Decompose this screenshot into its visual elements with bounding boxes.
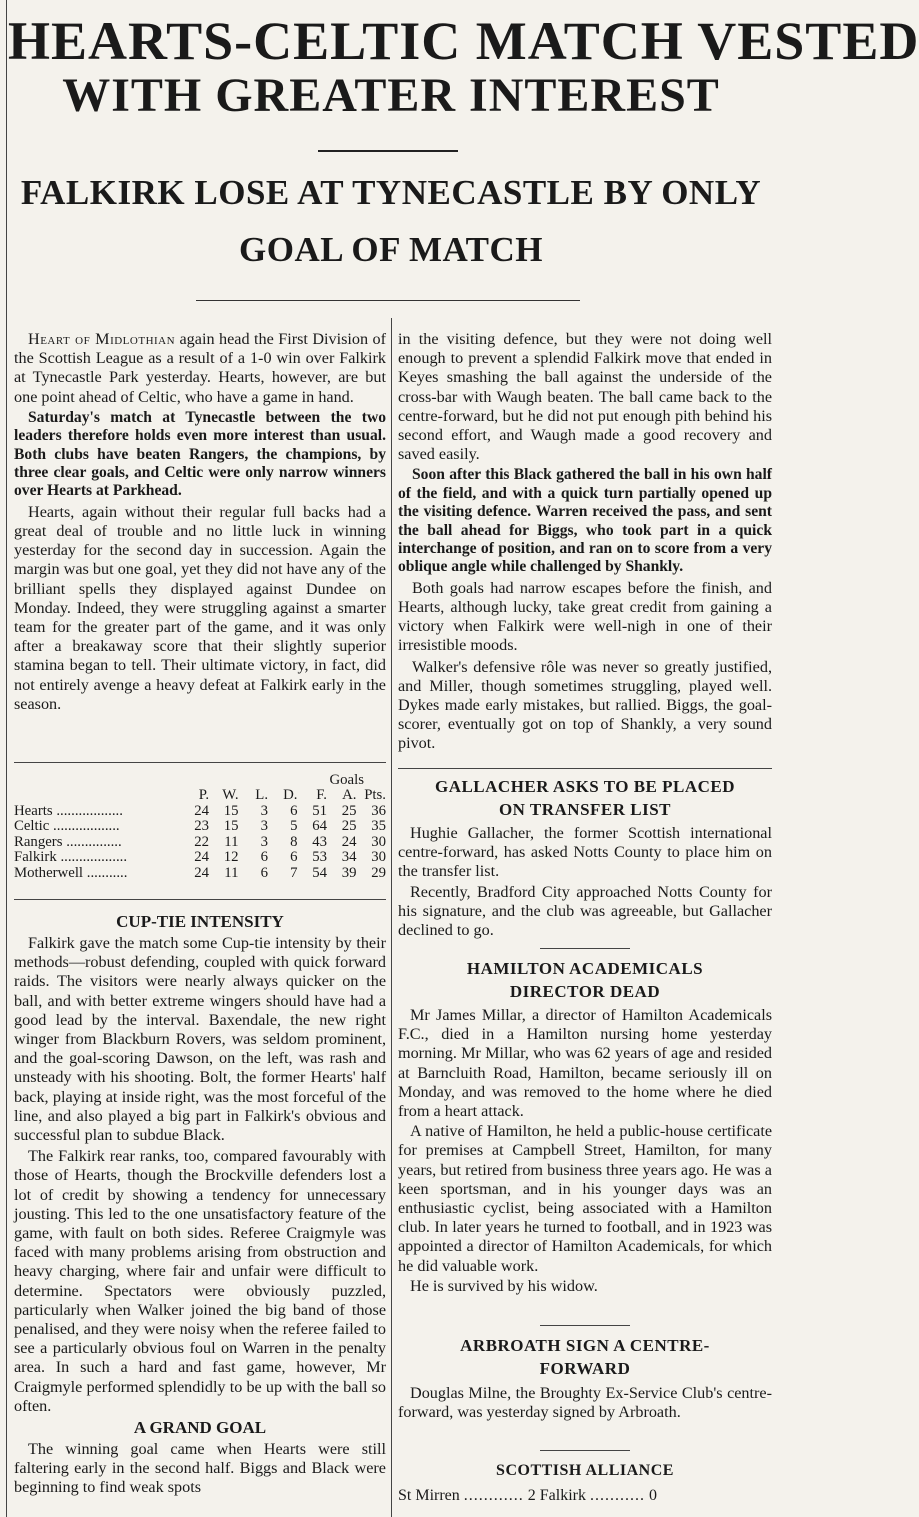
table-row	[14, 804, 386, 820]
table-header-row	[14, 788, 386, 804]
right-para-3: Walker's defensive rôle was never so greatly justified, and Miller, though sometimes struggling, played well. Dykes made early mistakes, but rallied. Biggs, the goal-scorer, eventually got on top of Shankly, a very sound pivot.	[398, 657, 772, 753]
cell: 11	[224, 864, 239, 881]
cell: 6	[260, 864, 269, 881]
cell: 15	[223, 818, 239, 834]
hamilton-body	[398, 1006, 772, 1297]
cell: 5	[290, 818, 298, 834]
right-para-2: Both goals had narrow escapes before the finish, and Hearts, although lucky, take great credit from gaining a victory when Falkirk were well-nigh in one of their irresistible moods.	[398, 578, 772, 655]
headline-line-2: WITH GREATER INTEREST	[62, 69, 720, 122]
column-divider	[391, 318, 392, 1517]
leader-dots: ..................	[53, 818, 120, 834]
col-header: W.	[222, 787, 239, 803]
away-score: 0	[649, 1487, 657, 1504]
cell: 6	[290, 849, 298, 865]
cell: 25	[341, 818, 357, 834]
cell: 35	[371, 818, 386, 834]
alliance-top-rule	[540, 1450, 630, 1451]
team-name: Rangers	[14, 833, 63, 850]
leader-dots: ..................	[60, 849, 128, 865]
gallacher-top-rule	[398, 768, 772, 769]
arbroath-top-rule	[540, 1325, 630, 1326]
gallacher-heading-2: ON TRANSFER LIST	[498, 800, 672, 819]
gallacher-heading-1: GALLACHER ASKS TO BE PLACED	[434, 777, 736, 796]
lead-smallcaps: Heart of Midlothian	[28, 330, 176, 348]
away-team: Falkirk	[539, 1487, 586, 1504]
hamilton-heading-1: HAMILTON ACADEMICALS	[466, 959, 704, 978]
table-top-rule	[14, 762, 386, 763]
cup-tie-para-1: Falkirk gave the match some Cup-tie intensity by their methods—robust defending, coupled with quick forward raids. The visitors were nearly always quicker on the ball, and with better extreme wingers should have had a good lead by the interval. Baxendale, the new right winger from Blackburn Rovers, was seldom prominent, and the goal-scoring Dawson, on the left, was rash and unsteady with his shooting. Bolt, the former Hearts' half back, playing at inside right, was the most forceful of the line, and also played a big part in Falkirk's obvious and successful plan to subdue Black.	[14, 934, 386, 1145]
arbroath-body	[398, 1384, 772, 1423]
subheadline-divider	[196, 300, 580, 301]
team-name: Motherwell	[14, 864, 84, 881]
lead-rest: again head the First Division of the Scottish League as a result of a 1-0 win over Falkirk at Tynecastle Park yesterday. Hearts, however, are but one point ahead of Celtic, who have a game in hand.	[14, 330, 386, 406]
leader-dots: ..................	[56, 802, 123, 819]
leader-dots: ...........	[590, 1487, 645, 1504]
headline-divider	[318, 150, 458, 152]
col-header: A.	[342, 787, 357, 803]
cell: 24	[341, 833, 357, 850]
subheadline-line-2: GOAL OF MATCH	[239, 230, 543, 269]
table-row	[14, 835, 386, 851]
cell: 6	[290, 802, 298, 819]
goals-header: Goals	[329, 772, 364, 788]
cell: 30	[371, 833, 386, 850]
paragraph-3: Hearts, again without their regular full backs had a great deal of trouble and no little luck in winning yesterday for the second day in succession. Again the margin was but one goal, yet they did not have any of the brilliant spells they displayed against Dundee on Monday. Indeed, they were struggling against a smarter team for the greater part of the game, and it was only after a breakaway score that their slightly superior stamina began to tell. Their ultimate victory, in fact, did not entirely avenge a heavy defeat at Falkirk early in the season.	[14, 502, 386, 713]
arbroath-heading-2: FORWARD	[539, 1359, 631, 1378]
cell: 36	[371, 802, 386, 819]
cell: 43	[312, 833, 327, 850]
hamilton-top-rule	[540, 948, 630, 949]
leader-dots: ...........	[86, 864, 128, 881]
cell: 15	[223, 802, 239, 819]
cell: 39	[341, 864, 357, 881]
arbroath-heading-1: ARBROATH SIGN A CENTRE-	[460, 1336, 710, 1355]
cell: 12	[223, 849, 239, 865]
leader-dots: ...............	[66, 833, 122, 850]
team-name: Falkirk	[14, 849, 57, 865]
col-header: P.	[198, 787, 210, 803]
gallacher-para-1: Hughie Gallacher, the former Scottish international centre-forward, has asked Notts County to place him on the transfer list.	[398, 824, 772, 881]
hamilton-para-1: Mr James Millar, a director of Hamilton Academicals F.C., died in a Hamilton nursing home yesterday morning. Mr Millar, who was 62 years of age and resided at Barncluith Road, Hamilton, became seriously ill on Monday, and was removed to the home where he died from a heart attack.	[398, 1006, 772, 1121]
bold-paragraph: Saturday's match at Tynecastle between the two leaders therefore holds even more interest than usual. Both clubs have beaten Rangers, the champions, by three clear goals, and Celtic were only narrow winners over Hearts at Parkhead.	[14, 408, 386, 500]
grand-goal-heading: A GRAND GOAL	[133, 1418, 267, 1438]
cell: 6	[260, 849, 269, 865]
table-row	[14, 866, 386, 882]
cell: 11	[224, 833, 239, 850]
league-table	[14, 773, 386, 881]
headline-line-1: HEARTS-CELTIC MATCH VESTED	[8, 11, 919, 71]
cell: 22	[194, 833, 210, 850]
col-header: F.	[316, 787, 327, 803]
home-team: St Mirren	[398, 1487, 460, 1504]
cell: 53	[312, 849, 327, 865]
cell: 24	[194, 849, 210, 865]
alliance-heading: SCOTTISH ALLIANCE	[496, 1462, 674, 1479]
cell: 8	[290, 833, 298, 850]
lead-paragraph	[14, 330, 386, 407]
col-header: D.	[283, 787, 298, 803]
right-para-1: in the visiting defence, but they were not doing well enough to prevent a splendid Falkirk move that ended in Keyes smashing the ball against the underside of the cross-bar with Waugh beaten. The ball came back to the centre-forward, but he did not put enough pith behind his second effort, and Waugh made a good recovery and saved easily.	[398, 330, 772, 464]
cell: 3	[260, 833, 269, 850]
cup-tie-para-2: The Falkirk rear ranks, too, compared favourably with those of Hearts, though the Brockville defenders lost a lot of credit by showing a tendency for unnecessary jousting. This led to the one unsatisfactory feature of the game, with fault on both sides. Referee Craigmyle was faced with many problems arising from obstruction and heavy charging, where fair and unfair were difficult to determine. Spectators were obviously puzzled, particularly when Walker joined the big band of those penalised, and they were noisy when the referee failed to see a particularly obvious foul on Warren in the penalty area. In such a hard and fast game, however, Mr Craigmyle performed splendidly to be up with the ball so often.	[14, 1147, 386, 1415]
cell: 7	[290, 864, 298, 881]
alliance-result	[398, 1487, 772, 1505]
cell: 25	[341, 802, 357, 819]
table-row	[14, 850, 386, 866]
leader-dots: ............	[463, 1487, 524, 1504]
arbroath-para-1: Douglas Milne, the Broughty Ex-Service Club's centre-forward, was yesterday signed by Arbroath.	[398, 1384, 772, 1422]
gallacher-body	[398, 824, 772, 941]
cell: 34	[341, 849, 357, 865]
col-header: L.	[255, 787, 269, 803]
gallacher-para-2: Recently, Bradford City approached Notts County for his signature, and the club was agreeable, but Gallacher declined to go.	[398, 882, 772, 940]
grand-goal-para: The winning goal came when Hearts were still faltering early in the second half. Biggs and Black were beginning to find weak spots	[14, 1440, 386, 1497]
cell: 23	[194, 818, 210, 834]
cell: 64	[312, 818, 327, 834]
cell: 51	[312, 802, 327, 819]
hamilton-para-2: A native of Hamilton, he held a public-house certificate for premises at Campbell Street, Hamilton, for many years, but retired from business three years ago. He was a keen sportsman, and in his younger days was an enthusiastic cyclist, being associated with a Hamilton club. In later years he turned to football, and in 1923 was appointed a director of Hamilton Academicals, for which he did valuable work.	[398, 1122, 772, 1275]
cup-tie-heading: CUP-TIE INTENSITY	[116, 912, 284, 931]
hamilton-para-3: He is survived by his widow.	[410, 1276, 598, 1295]
col-header: Pts.	[364, 787, 386, 803]
table-bottom-rule	[14, 899, 386, 900]
table-row	[14, 819, 386, 835]
cell: 3	[260, 802, 269, 819]
subheadline-line-1: FALKIRK LOSE AT TYNECASTLE BY ONLY	[20, 173, 762, 212]
team-name: Celtic	[14, 818, 50, 834]
left-border	[6, 0, 7, 1517]
cell: 3	[260, 818, 269, 834]
cell: 30	[371, 849, 386, 865]
team-name: Hearts	[14, 802, 53, 819]
article-left-lower	[14, 912, 386, 1500]
cell: 54	[312, 864, 327, 881]
hamilton-heading-2: DIRECTOR DEAD	[509, 982, 661, 1001]
article-left-column	[14, 330, 386, 716]
cell: 29	[371, 864, 386, 881]
article-right-column	[398, 330, 772, 756]
right-bold-para: Soon after this Black gathered the ball in his own half of the field, and with a quick turn partially opened up the visiting defence. Warren received the pass, and sent the ball ahead for Biggs, who took part in a quick interchange of position, and ran on to score from a very oblique angle while challenged by Shankly.	[398, 466, 772, 576]
home-score: 2	[527, 1487, 536, 1504]
cell: 24	[194, 864, 210, 881]
cell: 24	[194, 802, 210, 819]
